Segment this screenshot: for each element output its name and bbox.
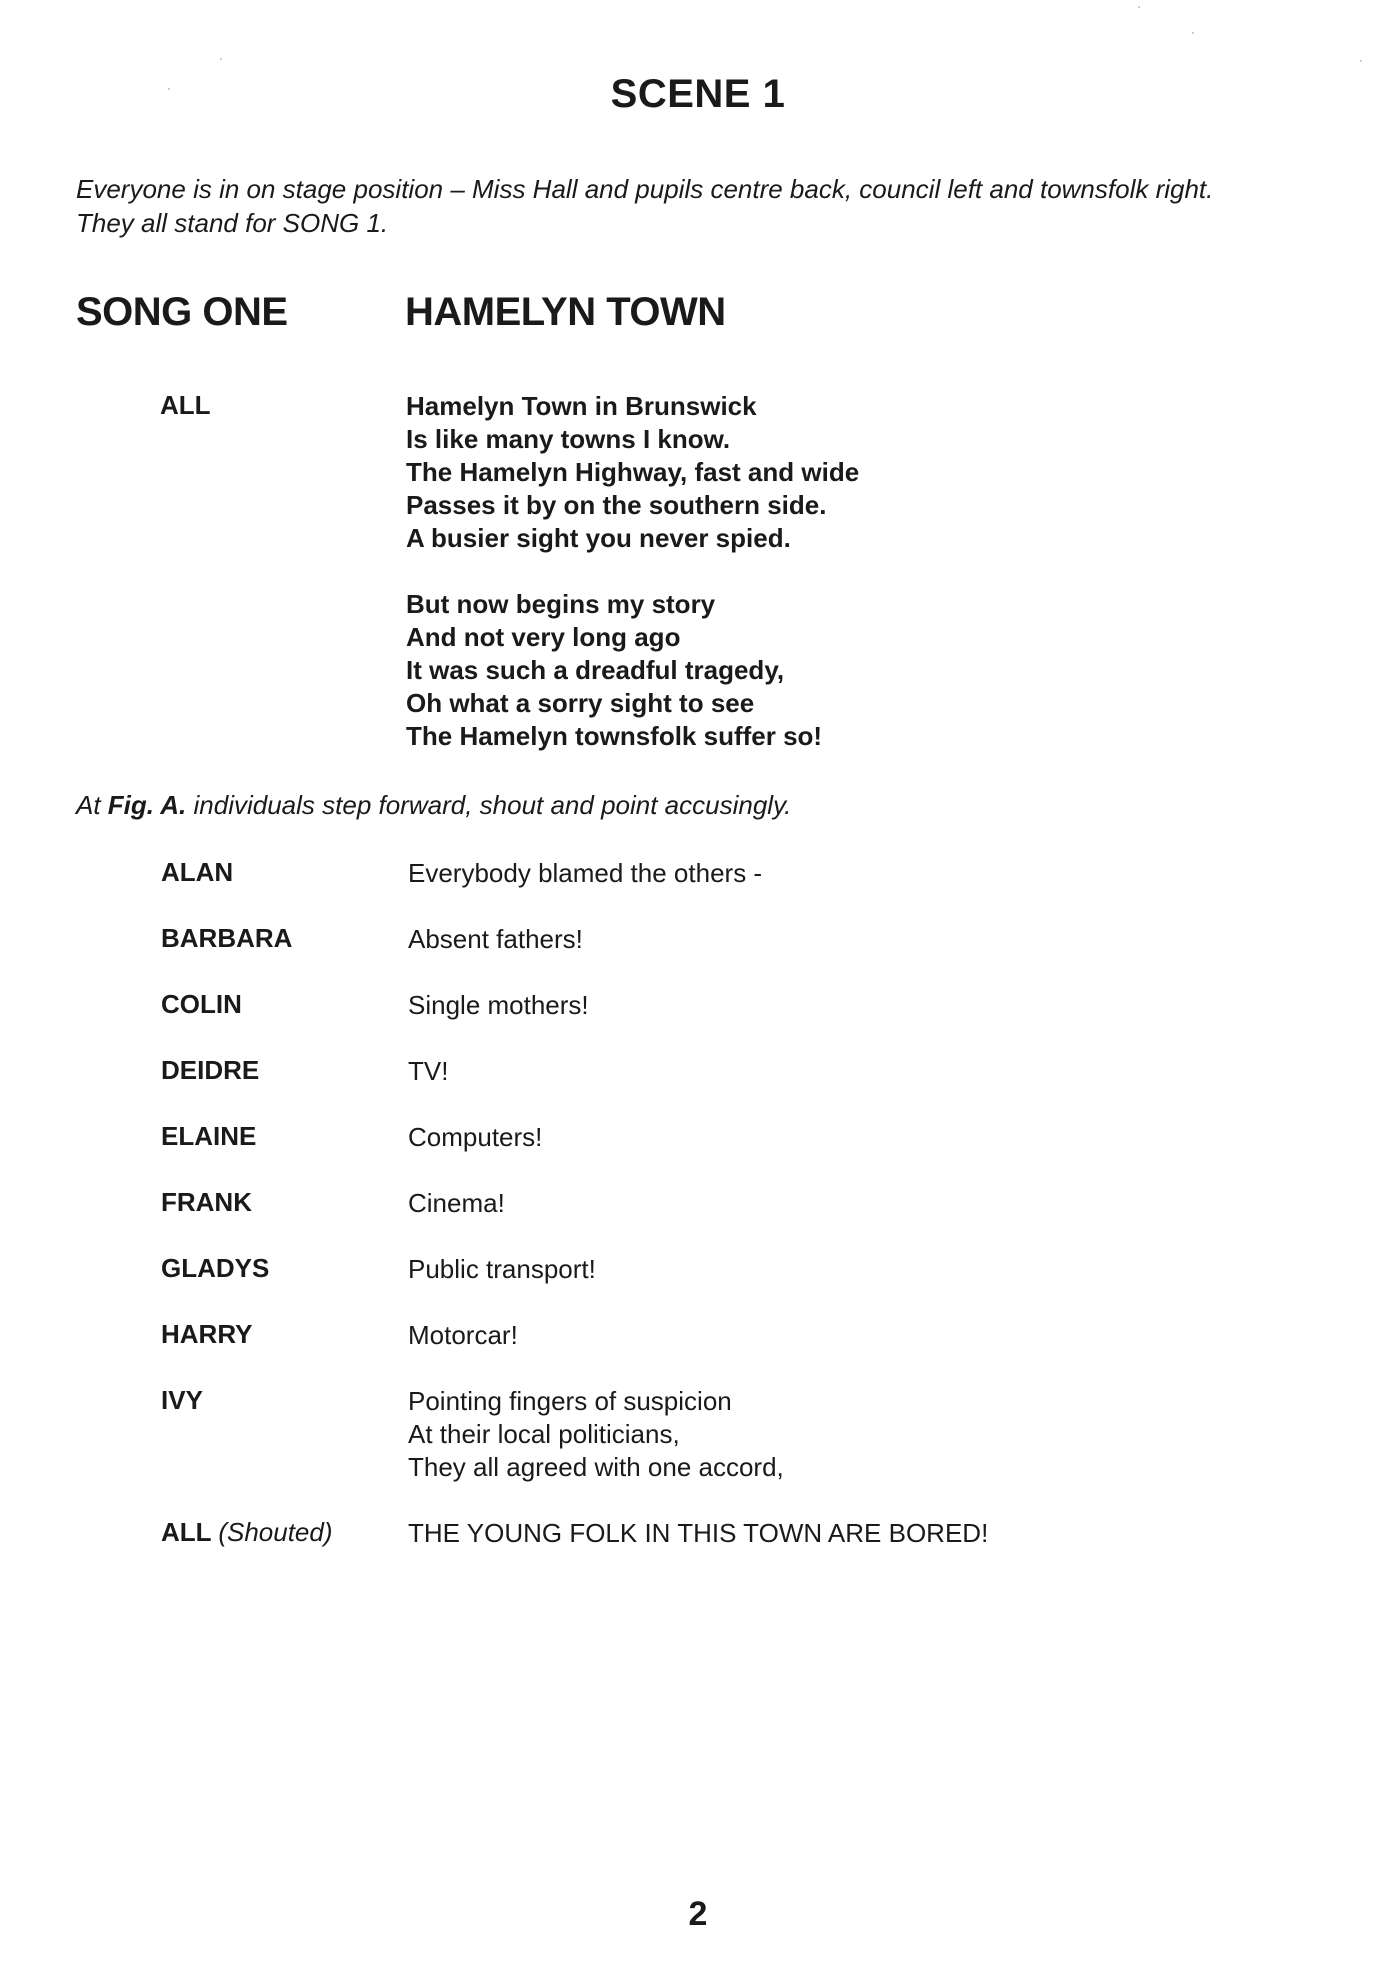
dialogue-line: Cinema! (408, 1188, 505, 1218)
lyric-line: It was such a dreadful tragedy, (406, 655, 785, 685)
dialogue-line: Everybody blamed the others - (408, 858, 763, 888)
lyric-line: Passes it by on the southern side. (406, 490, 827, 520)
speaker-name: BARBARA (161, 923, 293, 953)
lyric-line: And not very long ago (406, 622, 681, 652)
intro-line-2: They all stand for SONG 1. (76, 208, 389, 238)
dialogue-row (0, 1121, 1396, 1154)
dialogue-row (0, 1253, 1396, 1286)
scan-speck (1360, 60, 1362, 62)
lyric-line: The Hamelyn Highway, fast and wide (406, 457, 860, 487)
dialogue-row-final (0, 1517, 1396, 1550)
song-number-heading: SONG ONE (76, 290, 288, 334)
lyric-line: Oh what a sorry sight to see (406, 688, 755, 718)
scan-speck (1138, 6, 1140, 8)
lyric-line: A busier sight you never spied. (406, 523, 791, 553)
dialogue-line: TV! (408, 1056, 449, 1086)
speaker-name: DEIDRE (161, 1055, 260, 1085)
scan-speck (168, 88, 170, 90)
lyric-line: Hamelyn Town in Brunswick (406, 391, 757, 421)
scan-speck (220, 58, 222, 60)
delivery-note: (Shouted) (218, 1517, 333, 1547)
stage-direction (76, 790, 791, 821)
lyrics-stanza-2 (406, 588, 822, 753)
dialogue-line: THE YOUNG FOLK IN THIS TOWN ARE BORED! (408, 1518, 989, 1548)
dialogue-line: Motorcar! (408, 1320, 518, 1350)
intro-line-1: Everyone is in on stage position – Miss Hall and pupils centre back, council left and townsfolk right. (76, 174, 1214, 204)
dialogue-line: Pointing fingers of suspicion At their local politicians, They all agreed with one accord, (408, 1386, 784, 1482)
dialogue-row (0, 1055, 1396, 1088)
scene-intro-direction (76, 172, 1336, 240)
lyrics-stanza-1 (406, 390, 859, 555)
dialogue-line: Absent fathers! (408, 924, 583, 954)
dialogue-line: Computers! (408, 1122, 543, 1152)
dialogue-line: Public transport! (408, 1254, 596, 1284)
dialogue-row (0, 857, 1396, 890)
speaker-name: ELAINE (161, 1121, 257, 1151)
scan-speck (1192, 32, 1194, 34)
speaker-name: FRANK (161, 1187, 252, 1217)
speaker-name: HARRY (161, 1319, 253, 1349)
dialogue-row (0, 989, 1396, 1022)
dialogue-row (0, 1385, 1396, 1485)
speaker-name: GLADYS (161, 1253, 270, 1283)
lyric-line: Is like many towns I know. (406, 424, 731, 454)
dialogue-row (0, 1319, 1396, 1352)
stage-direction-prefix: At (76, 790, 108, 820)
speaker-name (161, 1517, 333, 1548)
page-number: 2 (688, 1895, 708, 1933)
lyric-line: But now begins my story (406, 589, 716, 619)
stage-direction-text: individuals step forward, shout and point accusingly. (186, 790, 792, 820)
verse-role-label: ALL (160, 390, 211, 420)
dialogue-row (0, 1187, 1396, 1220)
song-title-heading: HAMELYN TOWN (405, 290, 726, 334)
scene-title: SCENE 1 (610, 72, 786, 116)
dialogue-line: Single mothers! (408, 990, 589, 1020)
dialogue-row (0, 923, 1396, 956)
speaker-name: IVY (161, 1385, 203, 1415)
speaker-name: ALAN (161, 857, 234, 887)
lyric-line: The Hamelyn townsfolk suffer so! (406, 721, 823, 751)
figure-reference: Fig. A. (107, 790, 187, 820)
final-speaker: ALL (161, 1517, 212, 1547)
speaker-name: COLIN (161, 989, 242, 1019)
